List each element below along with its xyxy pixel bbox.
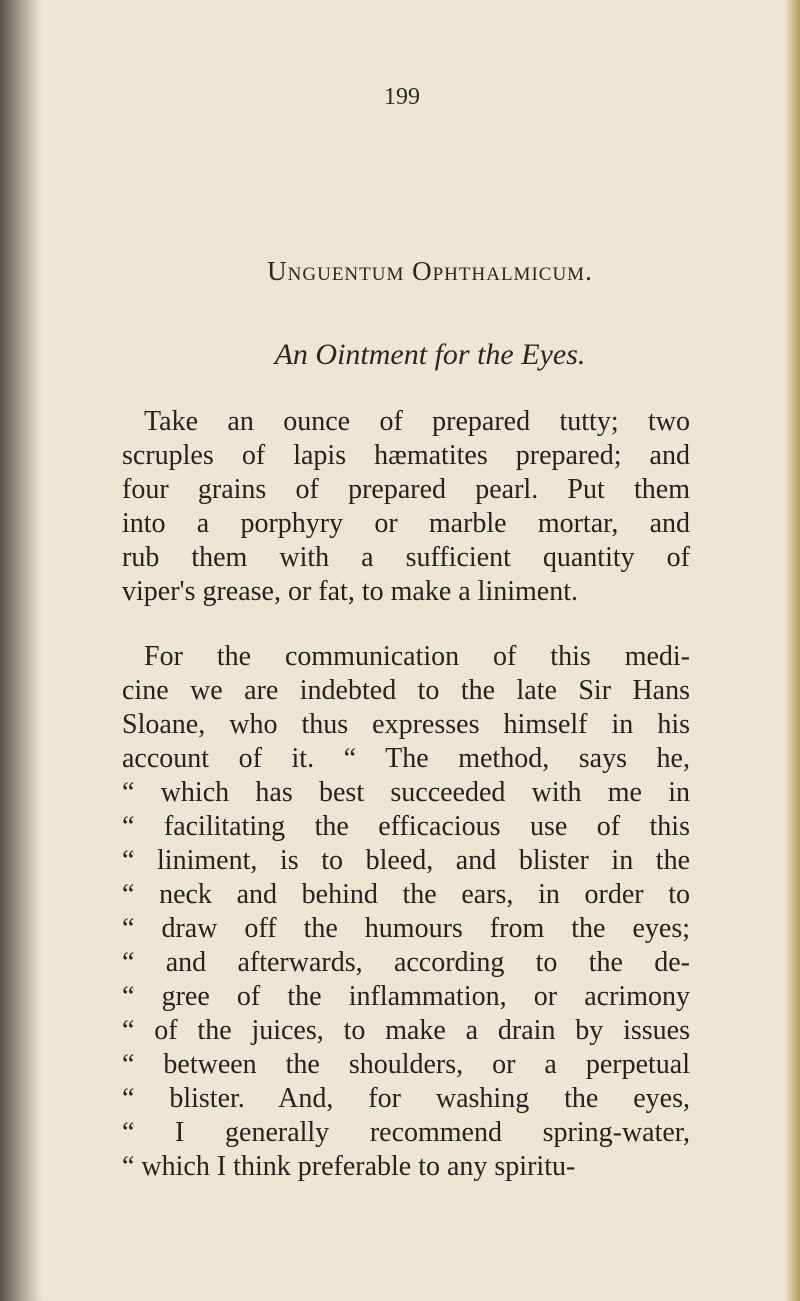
text-line: “ gree of the inflammation, or acrimony [122, 981, 690, 1012]
text-line: “ facilitating the efficacious use of this [122, 811, 690, 842]
text-line: “ of the juices, to make a drain by issues [122, 1015, 690, 1046]
paragraph-recipe [122, 405, 690, 609]
recipe-title: Unguentum Ophthalmicum. [267, 256, 593, 286]
page-number: 199 [384, 84, 420, 110]
page-edge [784, 0, 800, 1301]
text-line: four grains of prepared pearl. Put them [122, 474, 690, 505]
text-line: “ I generally recommend spring-water, [122, 1117, 690, 1148]
text-line: “ liniment, is to bleed, and blister in the [122, 845, 690, 876]
text-line: “ blister. And, for washing the eyes, [122, 1083, 690, 1114]
text-line: account of it. “ The method, says he, [122, 743, 690, 774]
text-line: “ draw off the humours from the eyes; [122, 913, 690, 944]
text-line: into a porphyry or marble mortar, and [122, 508, 690, 539]
text-line: “ between the shoulders, or a perpetual [122, 1049, 690, 1080]
text-line: “ and afterwards, according to the de- [122, 947, 690, 978]
text-line: For the communication of this medi- [144, 641, 690, 672]
text-line: cine we are indebted to the late Sir Hans [122, 675, 690, 706]
text-line: scruples of lapis hæmatites prepared; and [122, 440, 690, 471]
text-line: Sloane, who thus expresses himself in his [122, 709, 690, 740]
text-line: Take an ounce of prepared tutty; two [144, 406, 690, 437]
spine-shadow [0, 0, 42, 1301]
paragraph-commentary [122, 640, 690, 1184]
text-line: “ which has best succeeded with me in [122, 777, 690, 808]
text-line: rub them with a sufficient quantity of [122, 542, 690, 573]
recipe-subtitle: An Ointment for the Eyes. [274, 338, 586, 371]
text-line: viper's grease, or fat, to make a liniment. [122, 576, 578, 607]
text-line: “ which I think preferable to any spiritu- [122, 1151, 576, 1182]
text-line: “ neck and behind the ears, in order to [122, 879, 690, 910]
